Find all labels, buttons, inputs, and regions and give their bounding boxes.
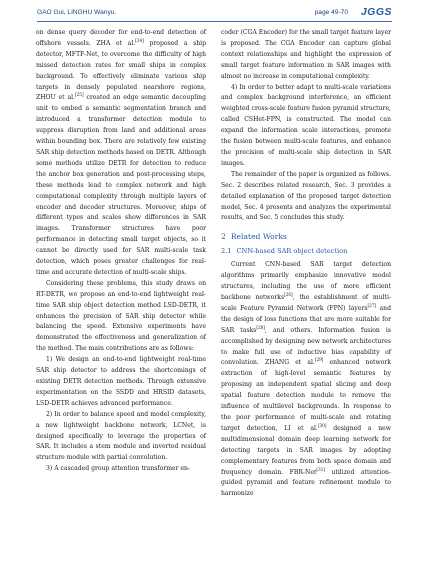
section-heading	[221, 232, 391, 242]
paragraph: Considering these problems, this study draws on RT-DETR, we propose an end-to-end lightweight real-time SAR ship object detection method LSD-DETR, it enhances the precision of SAR ship detector while balancing the speed. Extensive experiments have demonstrated the effectiveness and generalization of the method. The main contributions are as follows:	[36, 279, 206, 353]
paragraph: 4) In order to better adapt to multi-scale variations and complex background interference, an efficient weighted cross-scale feature fusion pyramid structure, called CSHet-FPN, is constructed. The model can expand the information scale interactions, promote the fusion between multi-scale features, and enhance the precision of multi-scale ship detection in SAR images.	[221, 83, 391, 167]
citation-ref: [25]	[74, 92, 84, 98]
header-authors: GAO Gui, LINGHU Wanyu.	[37, 9, 117, 16]
citation-ref: [28]	[256, 324, 265, 330]
citation-ref: [31]	[316, 466, 326, 472]
paragraph: Current CNN-based SAR target detection algorithms primarily emphasize innovative model structures, including the use of more efficient backbone networks[26], the establishment of multi-scale Feature Pyramid Network (FPN) layers[27] and the design of loss functions that are more suitable for SAR tasks[28], and others. Information fusion is accomplished by designing new network architectures to make full use of inductive bias capability of convolution. ZHANG et al.[29] enhanced network extraction of high-level semantic features by proposing an independent spatial slicing and deep spatial feature detection module to remove the influence of multilevel backgrounds. In response to the poor performance of multi-scale and rotating target detection, LI et al.[30] designed a new multidimensional domain deep learning network for detecting targets in SAR images by adopting complementary features from both space domain and frequency domain. FBR-Net[31] utilized attention-guided pyramid and feature refinement module to harmonize	[221, 261, 391, 498]
citation-ref: [30]	[317, 422, 327, 428]
journal-logo: JGGS	[360, 6, 392, 18]
paragraph: coder (CGA Encoder) for the small target feature layer is proposed. The CGA Encoder can capture global context relationships and highlight the expression of small target feature information in SAR images with almost no increase in computational complexity.	[221, 29, 391, 80]
paragraph: on dense query decoder for end-to-end detection of offshore vessels. ZHA et al.[24] proposed a ship detector, MFTF-Net, to overcome the difficulty of high missed detection rates for small ships in complex background. To effectively eliminate various ship targets in densely populated nearshore regions, ZHOU et al.[25] created an edge semantic decoupling unit to embed a semantic segmentation branch and introduced a transformer detection module to suppress disruption from land and additional areas within bounding box. There are relatively few existing SAR ship detection methods based on DETR. Although some methods utilize DETR for detection to reduce the anchor box generation and post-processing steps, these methods lead to complex network and high computational complexity through multiple layers of encoder and decoder structures. Moreover, ships of different types and scales show differences in SAR images. Transformer structures have poor performance in detecting small target objects, so it cannot be directly used for SAR multi-scale task detection, which poses greater challenges for real-time and accurate detection of multi-scale ships.	[36, 29, 206, 276]
paragraph: 3) A cascaded group attention transformer en-	[46, 465, 191, 473]
subsection-number: 2.1	[221, 247, 232, 256]
subsection-title: CNN-based SAR object detection	[236, 247, 348, 256]
section-title: Related Works	[230, 232, 287, 242]
section-number: 2	[221, 232, 226, 242]
paragraph: The remainder of the paper is organized as follows. Sec. 2 describes related research, Sec. 3 provides a detailed explanation of the proposed target detection model, Sec. 4 presents and analyzes the experimental results, and Sec. 5 concludes this study.	[221, 170, 391, 222]
right-column	[221, 28, 391, 500]
header-divider	[37, 21, 392, 22]
subsection-heading	[221, 246, 391, 256]
citation-ref: [29]	[314, 357, 324, 363]
citation-ref: [26]	[284, 292, 293, 297]
paragraph: 1) We design an end-to-end lightweight real-time SAR ship detector to address the shortcomings of existing DETR detection methods. Through extensive experimentation on the SSDD and HRSID datasets, LSD-DETR achieves advanced performance.	[36, 356, 206, 407]
paragraph: 2) In order to balance speed and model complexity, a new lightweight backbone network, LCNet, is designed specifically to leverage the properties of SAR. It includes a stem module and inverted residual structure module with partial convolution.	[36, 410, 206, 462]
header-page-range: page 49-70	[314, 9, 348, 16]
citation-ref: [27]	[367, 302, 377, 308]
citation-ref: [24]	[135, 37, 144, 43]
page-header	[37, 6, 392, 23]
left-column	[36, 28, 206, 475]
